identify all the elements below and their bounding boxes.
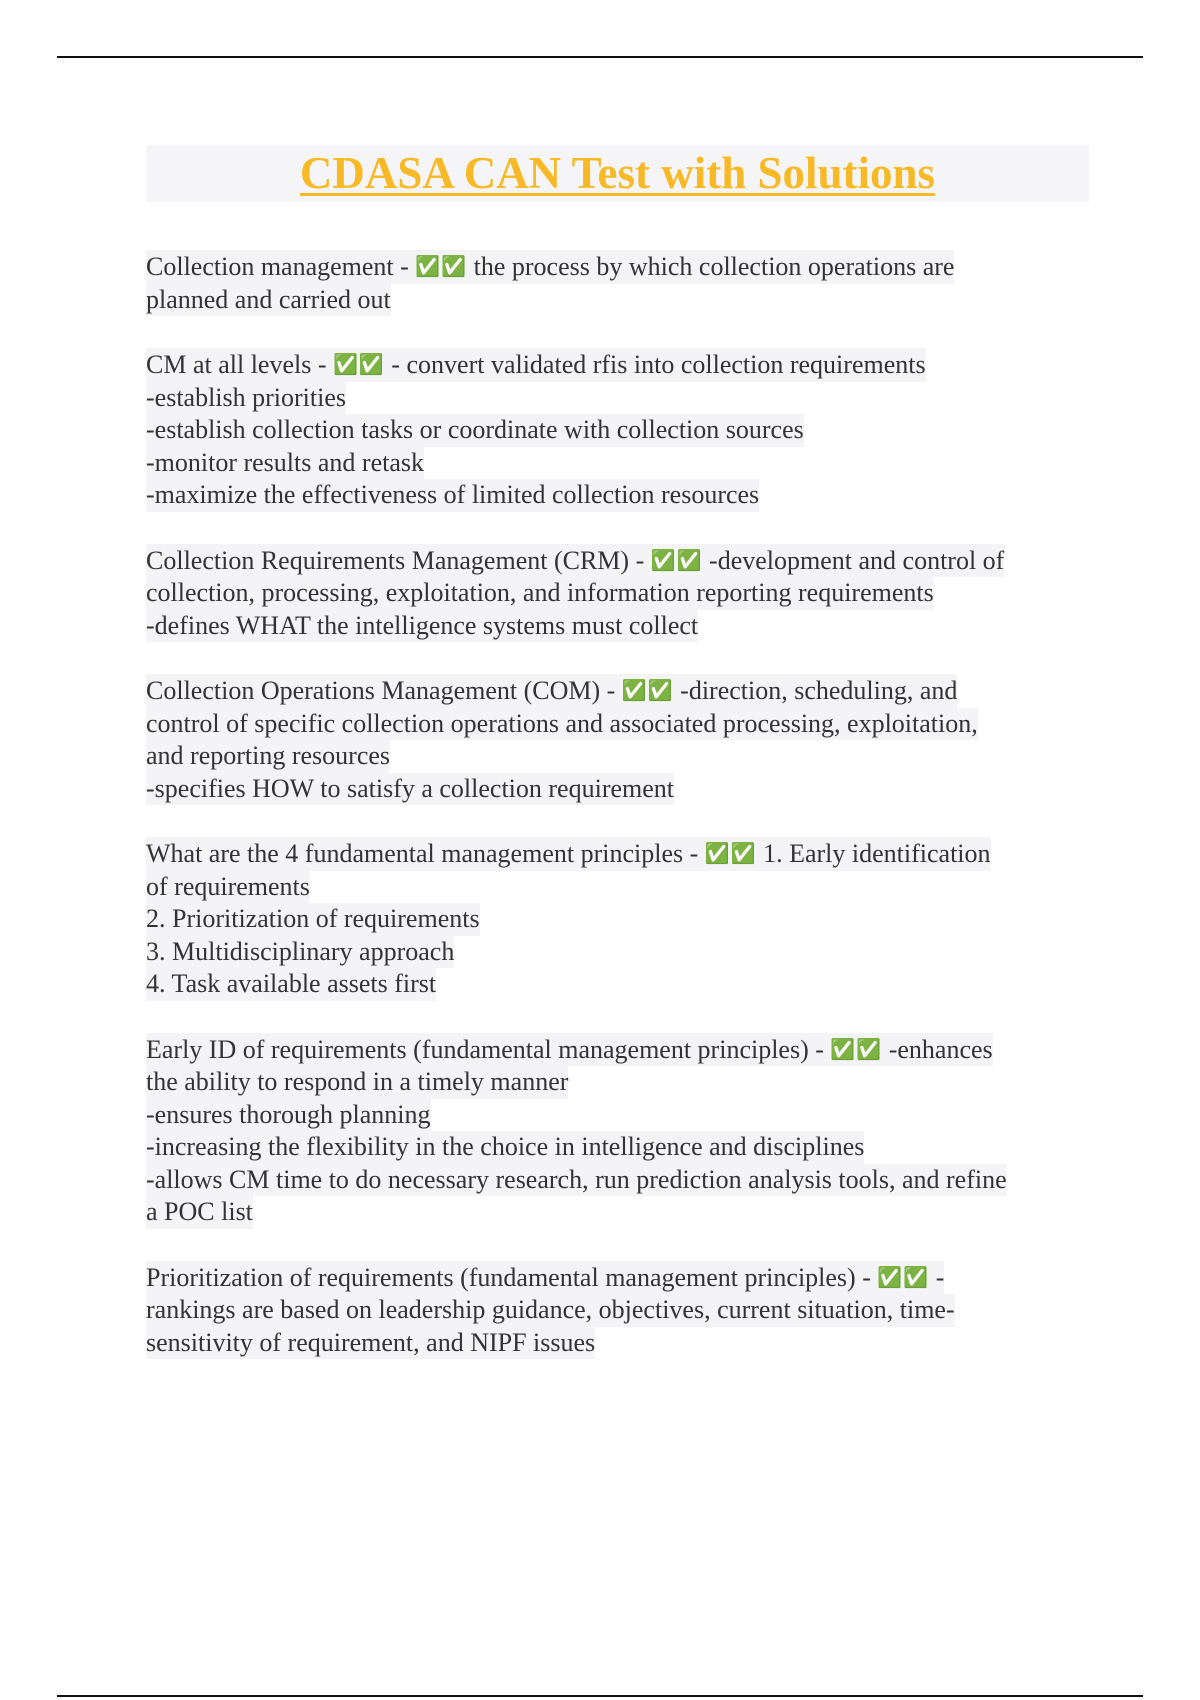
qa-answer-line: and reporting resources [146,740,390,773]
qa-term: What are the 4 fundamental management principles - [146,839,699,868]
qa-first-line [146,348,926,382]
qa-first-line [146,837,991,871]
qa-term: Collection management - [146,252,409,281]
qa-answer-start: the process by which collection operations are [473,252,955,281]
qa-answer-start: -development and control of [709,545,1005,575]
qa-first-line [146,544,1004,578]
qa-term: Early ID of requirements (fundamental management principles) - [146,1034,824,1064]
qa-item [146,837,1089,1001]
double-check-icon: ✅✅ [415,254,468,278]
bottom-rule [57,1695,1143,1697]
qa-term: Collection Operations Management (COM) - [146,676,616,705]
qa-answer-line: rankings are based on leadership guidance, objectives, current situation, time- [146,1294,955,1327]
qa-answer-line: -ensures thorough planning [146,1099,431,1132]
qa-item [146,1033,1089,1229]
qa-answer-start: - [935,1262,945,1292]
qa-answer-line: 4. Task available assets first [146,968,436,1001]
qa-first-line [146,250,954,284]
qa-answer-start: -direction, scheduling, and [680,676,958,705]
qa-first-line [146,1261,944,1295]
qa-answer-line: a POC list [146,1196,253,1229]
double-check-icon: ✅✅ [621,678,674,702]
qa-answer-line: sensitivity of requirement, and NIPF issues [146,1327,595,1360]
qa-item [146,674,1089,805]
double-check-icon: ✅✅ [650,547,703,572]
double-check-icon: ✅✅ [704,841,757,865]
qa-item [146,544,1089,643]
double-check-icon: ✅✅ [333,352,385,376]
document-body [146,250,1089,1391]
qa-answer-line: -establish priorities [146,382,346,415]
qa-item [146,250,1089,316]
qa-first-line [146,674,957,708]
qa-answer-line: 3. Multidisciplinary approach [146,936,454,969]
qa-answer-line: -establish collection tasks or coordinate with collection sources [146,414,804,447]
qa-answer-line: control of specific collection operations and associated processing, exploitation, [146,708,978,741]
top-rule [57,56,1143,58]
qa-term: CM at all levels - [146,350,327,379]
qa-answer-line: -monitor results and retask [146,447,424,480]
qa-answer-line: -maximize the effectiveness of limited collection resources [146,479,759,512]
qa-term: Collection Requirements Management (CRM) - [146,545,645,575]
qa-answer-line: -specifies HOW to satisfy a collection requirement [146,773,674,806]
qa-answer-line: -increasing the flexibility in the choice in intelligence and disciplines [146,1131,864,1164]
double-check-icon: ✅✅ [830,1036,883,1061]
qa-answer-line: the ability to respond in a timely manner [146,1066,568,1099]
double-check-icon: ✅✅ [877,1264,930,1289]
qa-answer-line: planned and carried out [146,284,391,317]
qa-item [146,1261,1089,1360]
qa-answer-line: -defines WHAT the intelligence systems must collect [146,610,698,643]
document-title: CDASA CAN Test with Solutions [299,148,936,198]
qa-answer-start: -enhances [888,1034,993,1064]
qa-answer-line: collection, processing, exploitation, and information reporting requirements [146,577,934,610]
qa-item [146,348,1089,512]
qa-answer-start: - convert validated rfis into collection requirements [391,350,926,379]
qa-answer-line: -allows CM time to do necessary research, run prediction analysis tools, and refine [146,1164,1007,1197]
qa-answer-line: of requirements [146,871,310,904]
qa-answer-start: 1. Early identification [763,839,991,868]
qa-answer-line: 2. Prioritization of requirements [146,903,480,936]
qa-first-line [146,1033,993,1067]
title-band [146,145,1089,202]
qa-term: Prioritization of requirements (fundamental management principles) - [146,1262,871,1292]
